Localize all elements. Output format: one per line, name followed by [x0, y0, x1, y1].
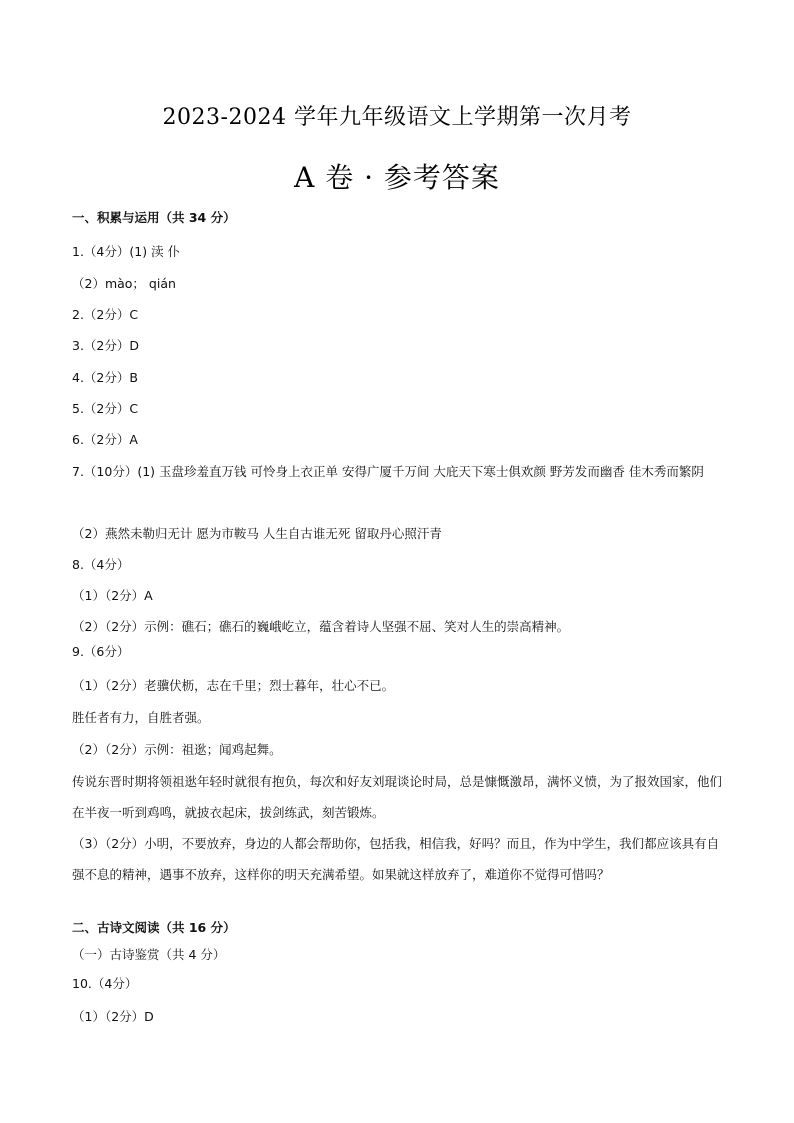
answer-line-q8: 8.（4分）: [72, 557, 130, 572]
answer-line-q10: 10.（4分）: [72, 976, 138, 991]
subsection-heading-1: （一）古诗鉴赏（共 4 分）: [72, 947, 226, 962]
exam-title: 2023-2024 学年九年级语文上学期第一次月考: [162, 105, 632, 130]
answer-line-q7-1: 7.（10分）(1) 玉盘珍羞直万钱 可怜身上衣正单 安得广厦千万间 大庇天下寒士俱欢颜 野芳发而幽香 佳木秀而繁阴: [72, 464, 704, 479]
answer-line-q9-2: （2）（2分）示例：祖逖；闻鸡起舞。: [72, 742, 282, 757]
answer-line-q3: 3.（2分）D: [72, 338, 140, 353]
section-heading-1: 一、积累与运用（共 34 分）: [72, 210, 236, 225]
answer-line-q2: 2.（2分）C: [72, 307, 139, 322]
answer-key-subtitle: A 卷 · 参考答案: [294, 161, 500, 194]
answer-line-q8-1: （1）（2分）A: [72, 588, 153, 603]
answer-line-q7-2: （2）燕然未勒归无计 愿为市鞍马 人生自古谁无死 留取丹心照汗青: [72, 526, 442, 541]
answer-line-q10-1: （1）（2分）D: [72, 1009, 154, 1024]
answer-line-q8-2: （2）（2分）示例：礁石；礁石的巍峨屹立，蕴含着诗人坚强不屈、笑对人生的崇高精神。: [72, 619, 570, 634]
section-heading-2: 二、古诗文阅读（共 16 分）: [72, 920, 236, 935]
answer-line-q9-1: （1）（2分）老骥伏枥，志在千里；烈士暮年，壮心不已。: [72, 678, 395, 693]
answer-line-q5: 5.（2分）C: [72, 401, 139, 416]
answer-line-q9: 9.（6分）: [72, 644, 130, 659]
answer-line-q4: 4.（2分）B: [72, 370, 138, 385]
answer-line-q9-1b: 胜任者有力，自胜者强。: [72, 710, 210, 725]
answer-line-q1: 1.（4分）(1) 渎 仆: [72, 244, 181, 259]
answer-line-q9-2b: 传说东晋时期将领祖逖年轻时就很有抱负，每次和好友刘琨谈论时局，总是慷慨激昂，满怀义愤，为了报效国家，他们在半夜一听到鸡鸣，就披衣起床，拔剑练武，刻苦锻炼。: [72, 774, 723, 820]
answer-line-q1-2: （2）mào； qián: [72, 276, 176, 291]
answer-line-q9-3: （3）（2分）小明，不要放弃，身边的人都会帮助你，包括我，相信我，好吗？而且，作为中学生，我们都应该具有自强不息的精神，遇事不放弃，这样你的明天充满希望。如果就这样放弃了，难道你不觉得可惜吗？: [72, 836, 720, 882]
answer-line-q6: 6.（2分）A: [72, 432, 138, 447]
